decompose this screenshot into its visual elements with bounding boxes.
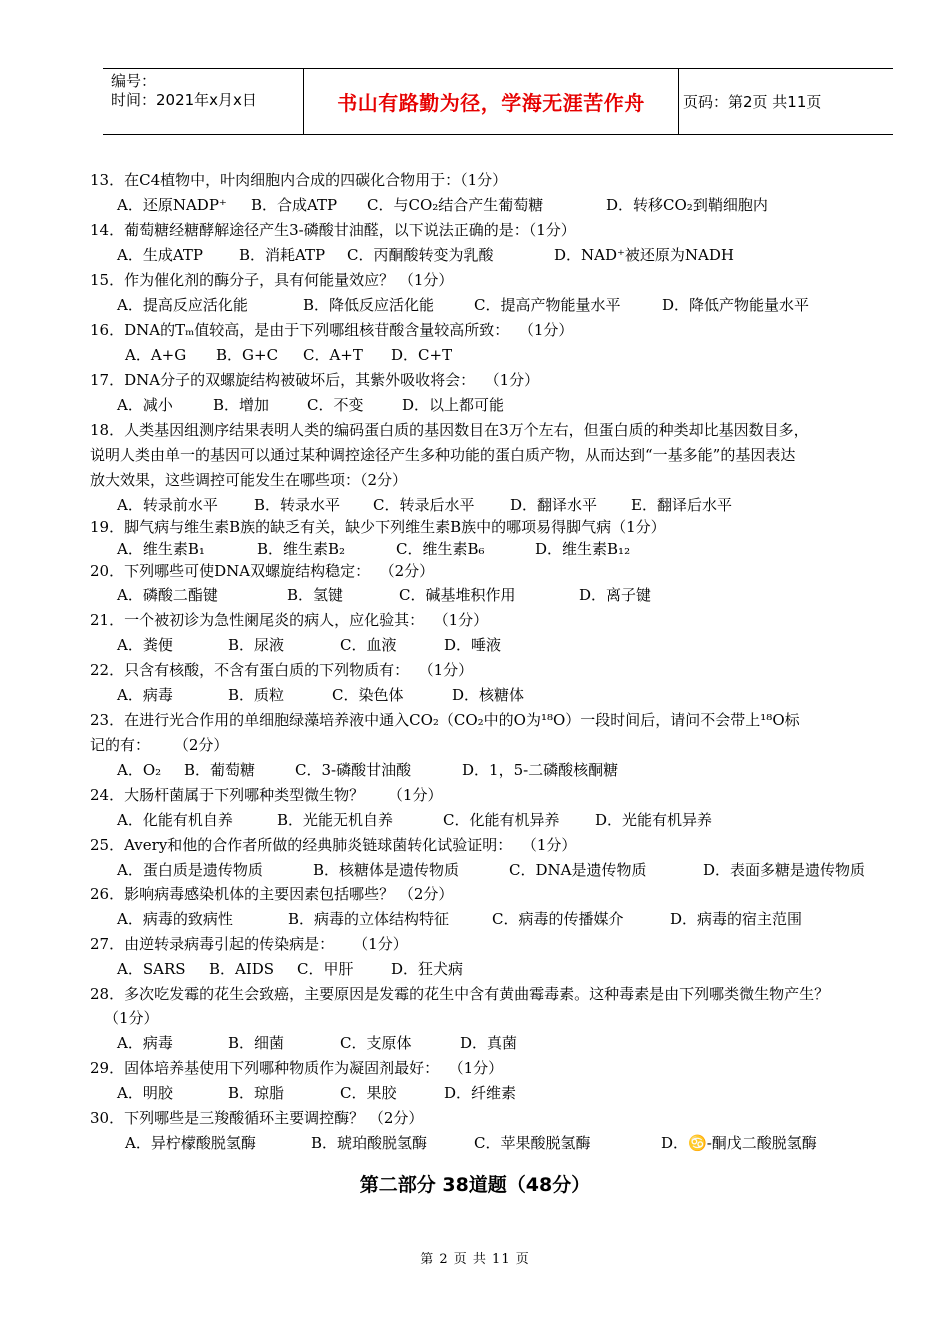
option-d: D．唾液 [444,636,502,654]
option-d: D．表面多糖是遗传物质 [703,861,866,879]
question-21-stem: 21．一个被初诊为急性阑尾炎的病人，应化验其： （1分） [90,611,489,629]
option-d: D．降低产物能量水平 [662,296,810,314]
question-13-stem: 13．在C4植物中，叶肉细胞内合成的四碳化合物用于：（1分） [90,171,508,189]
option-a: A．A+G [125,346,187,364]
option-c: C．血液 [340,636,397,654]
option-b: B．细菌 [228,1034,285,1052]
option-c: C．支原体 [340,1034,412,1052]
option-d: D．♋-酮戊二酸脱氢酶 [661,1134,817,1152]
option-a: A．明胶 [117,1084,173,1102]
page-footer: 第 2 页 共 11 页 [420,1252,530,1267]
option-b: B．增加 [213,396,270,414]
option-b: B．尿液 [228,636,285,654]
option-b: B．核糖体是遗传物质 [313,861,460,879]
option-b: B．合成ATP [251,196,338,214]
option-c: C．转录后水平 [373,496,475,514]
option-a: A．生成ATP [117,246,203,264]
option-a: A．病毒 [117,1034,173,1052]
question-24-stem: 24．大肠杆菌属于下列哪种类型微生物？ （1分） [90,786,443,804]
option-a: A．提高反应活化能 [117,296,248,314]
option-a: A．SARS [117,960,186,978]
option-c: C．化能有机异养 [443,811,560,829]
question-28-stem: （1分） [104,1009,159,1027]
option-b: B．转录水平 [254,496,341,514]
option-d: D．NAD⁺被还原为NADH [554,246,734,264]
question-23-stem: 23．在进行光合作用的单细胞绿藻培养液中通入CO₂（CO₂中的O为¹⁸O）一段时间后，请问不会带上¹⁸O标 [90,711,800,729]
question-17-stem: 17．DNA分子的双螺旋结构被破坏后，其紫外吸收将会： （1分） [90,371,540,389]
option-c: C．碱基堆积作用 [399,586,516,604]
option-a: A．异柠檬酸脱氢酶 [125,1134,256,1152]
option-b: B．琼脂 [228,1084,285,1102]
option-c: C．DNA是遗传物质 [509,861,647,879]
option-d: D．离子键 [579,586,652,604]
question-23-stem: 记的有： （2分） [90,736,229,754]
option-c: C．丙酮酸转变为乳酸 [347,246,494,264]
question-15-stem: 15．作为催化剂的酶分子，具有何能量效应？ （1分） [90,271,454,289]
question-27-stem: 27．由逆转录病毒引起的传染病是： （1分） [90,935,408,953]
question-28-stem: 28．多次吃发霉的花生会致癌，主要原因是发霉的花生中含有黄曲霉毒素。这种毒素是由下列哪类微生物产生？ [90,985,830,1003]
option-b: B．病毒的立体结构特征 [288,910,450,928]
option-a: A．病毒 [117,686,173,704]
question-22-stem: 22．只含有核酸，不含有蛋白质的下列物质有： （1分） [90,661,474,679]
option-b: B．氢键 [287,586,344,604]
option-b: B．质粒 [228,686,285,704]
option-b: B．维生素B₂ [257,540,346,558]
option-d: D．以上都可能 [402,396,505,414]
option-d: D．真菌 [460,1034,518,1052]
question-20-stem: 20．下列哪些可使DNA双螺旋结构稳定： （2分） [90,562,435,580]
question-19-stem: 19．脚气病与维生素B族的缺乏有关，缺少下列维生素B族中的哪项易得脚气病（1分） [90,518,666,536]
option-c: C．苹果酸脱氢酶 [474,1134,591,1152]
option-d: D．核糖体 [452,686,525,704]
header-meta [111,72,257,110]
option-a: A．转录前水平 [117,496,218,514]
option-c: C．3-磷酸甘油酸 [295,761,412,779]
option-d: D．转移CO₂到鞘细胞内 [606,196,768,214]
option-a: A．减小 [117,396,173,414]
option-a: A．还原NADP⁺ [117,196,227,214]
option-d: D．光能有机异养 [595,811,713,829]
option-d: D．病毒的宿主范围 [670,910,803,928]
time-label: 时间：2021年x月x日 [111,91,257,109]
question-18-stem: 放大效果，这些调控可能发生在哪些项：（2分） [90,471,408,489]
option-e: E．翻译后水平 [631,496,732,514]
option-b: B．光能无机自养 [277,811,394,829]
question-30-stem: 30．下列哪些是三羧酸循环主要调控酶？ （2分） [90,1109,424,1127]
option-b: B．G+C [216,346,279,364]
option-d: D．狂犬病 [391,960,464,978]
option-a: A．病毒的致病性 [117,910,233,928]
option-d: D．翻译水平 [510,496,598,514]
option-c: C．果胶 [340,1084,397,1102]
option-c: C．提高产物能量水平 [474,296,621,314]
option-d: D．C+T [391,346,453,364]
option-b: B．葡萄糖 [184,761,256,779]
option-d: D．维生素B₁₂ [535,540,631,558]
option-d: D．纤维素 [444,1084,517,1102]
option-c: C．染色体 [332,686,404,704]
option-c: C．A+T [303,346,363,364]
option-a: A．维生素B₁ [117,540,205,558]
option-a: A．化能有机自养 [117,811,233,829]
question-18-stem: 说明人类由单一的基因可以通过某种调控途径产生多种功能的蛋白质产物，从而达到“一基多能”的基因表达 [90,446,796,464]
section-title: 第二部分 38道题（48分） [359,1174,591,1196]
option-c: C．维生素B₆ [396,540,485,558]
option-b: B．消耗ATP [239,246,326,264]
question-26-stem: 26．影响病毒感染机体的主要因素包括哪些？ （2分） [90,885,454,903]
option-b: B．AIDS [209,960,275,978]
question-14-stem: 14．葡萄糖经糖酵解途径产生3-磷酸甘油醛，以下说法正确的是：（1分） [90,221,576,239]
question-16-stem: 16．DNA的Tₘ值较高，是由于下列哪组核苷酸含量较高所致： （1分） [90,321,574,339]
header-divider [678,68,679,135]
code-label: 编号： [111,72,157,90]
page-header [103,68,893,136]
question-18-stem: 18．人类基因组测序结果表明人类的编码蛋白质的基因数目在3万个左右，但蛋白质的种类却比基因数目多， [90,421,809,439]
header-motto: 书山有路勤为径，学海无涯苦作舟 [337,91,645,115]
option-c: C．不变 [307,396,364,414]
option-a: A．蛋白质是遗传物质 [117,861,263,879]
question-29-stem: 29．固体培养基使用下列哪种物质作为凝固剂最好： （1分） [90,1059,504,1077]
header-page-info: 页码：第2页 共11页 [683,93,822,111]
option-b: B．琥珀酸脱氢酶 [311,1134,428,1152]
option-c: C．病毒的传播媒介 [492,910,624,928]
question-25-stem: 25．Avery和他的合作者所做的经典肺炎链球菌转化试验证明： （1分） [90,836,577,854]
option-a: A．磷酸二酯键 [117,586,218,604]
option-a: A．粪便 [117,636,173,654]
option-a: A．O₂ [117,761,162,779]
option-b: B．降低反应活化能 [303,296,435,314]
option-c: C．与CO₂结合产生葡萄糖 [367,196,544,214]
option-d: D．1，5-二磷酸核酮糖 [462,761,619,779]
option-c: C．甲肝 [297,960,354,978]
